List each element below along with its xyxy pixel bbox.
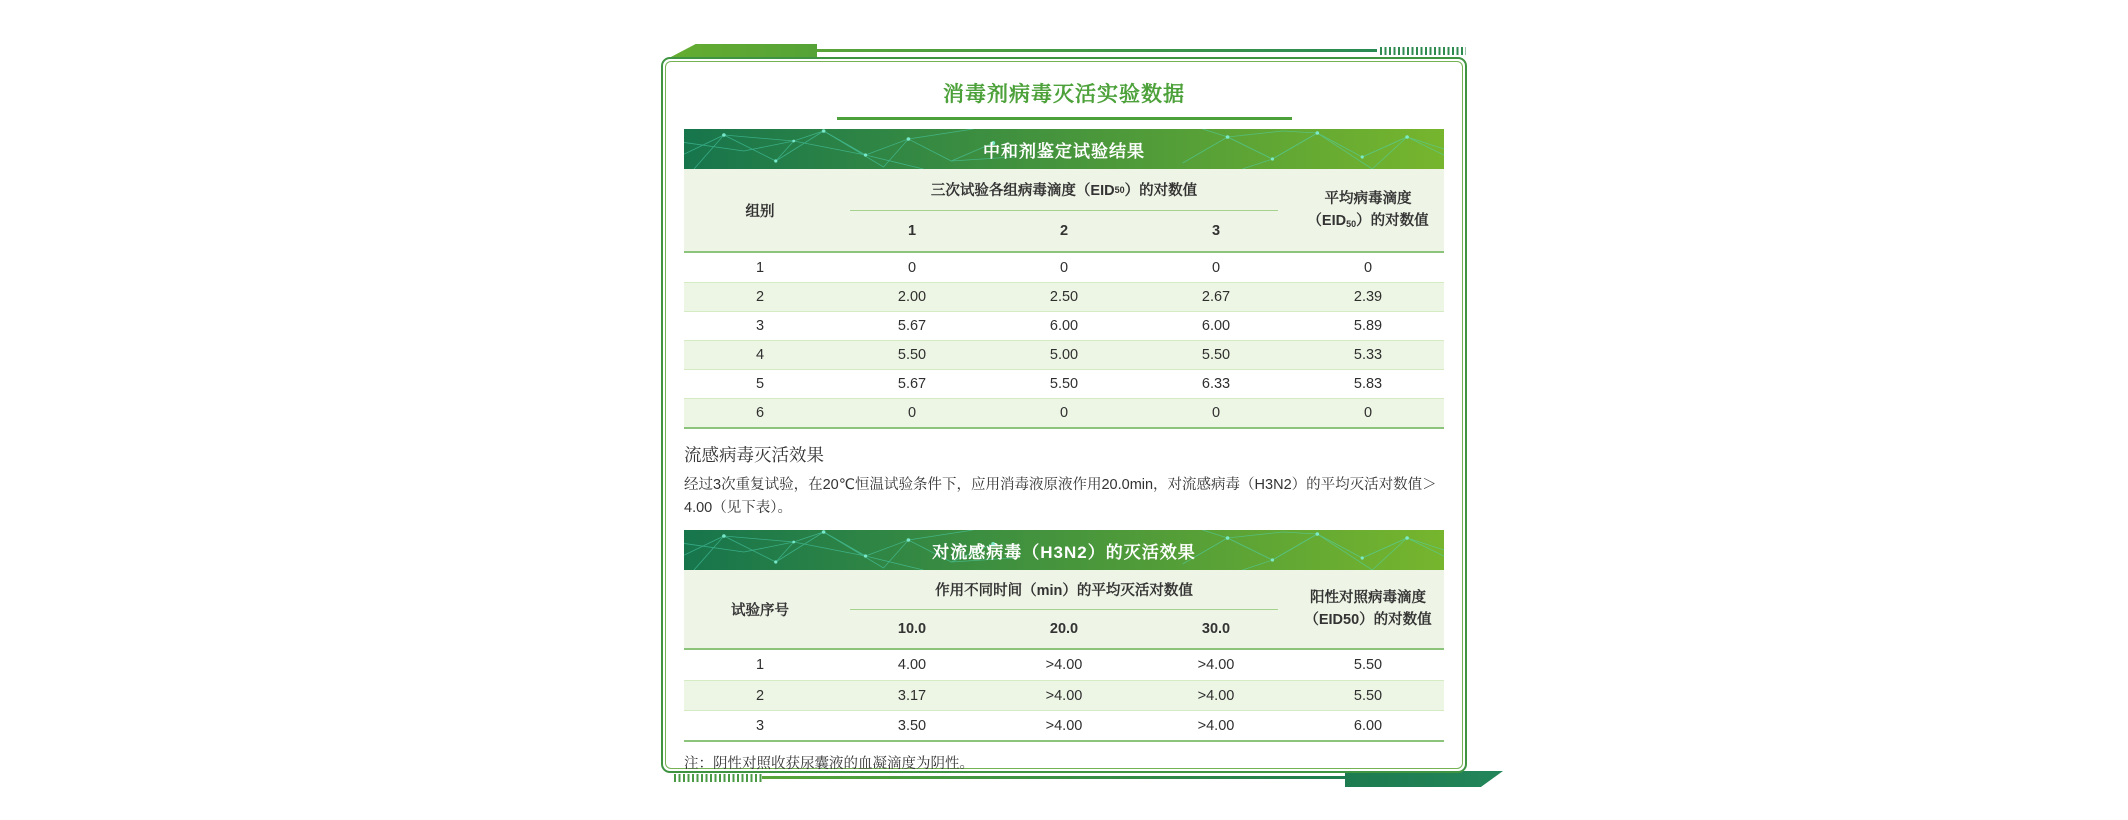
table1-banner-title: 中和剂鉴定试验结果 [983,141,1145,161]
table-cell: 3 [755,717,765,734]
table2-banner [684,530,1444,570]
table-row [684,340,1444,369]
table-cell: 4.00 [897,657,927,674]
span-header-text: ）的对数值 [1124,183,1198,199]
table-cell: 5.89 [1353,318,1383,334]
table-cell: 0 [1363,259,1373,276]
table-cell: >4.00 [1197,717,1235,734]
table1-subcol-2: 2 [1059,223,1069,239]
top-border-line [817,49,1377,52]
table1-body [684,251,1444,429]
table-cell: 0 [1059,405,1069,421]
table2-header [684,570,1444,648]
table-cell: 5.50 [1201,347,1231,363]
table-cell: >4.00 [1197,657,1235,674]
table-cell: 3.50 [897,717,927,734]
table1-subcol-1: 1 [907,223,917,239]
table2-banner-title: 对流感病毒（H3N2）的灭活效果 [932,542,1196,562]
avg-header-text: （EID [1307,213,1347,229]
footnote: 注：阴性对照收获尿囊液的血凝滴度为阴性。 [684,756,974,773]
table2-subcol-30: 30.0 [1201,621,1231,638]
bottom-border-line [762,776,1347,779]
table1-span-header: 三次试验各组病毒滴度（EID 50 ）的对数值 [850,169,1278,211]
bottom-left-barcode-decoration [674,774,762,782]
table1-header-span-area [836,169,1292,251]
table-cell: >4.00 [1045,687,1083,704]
span-header-text: 三次试验各组病毒滴度（EID [930,183,1115,199]
table-cell: 3 [755,318,765,334]
table-cell: 0 [1211,405,1221,421]
table2-subcol-10: 10.0 [897,621,927,638]
table2-header-span-area [836,570,1292,648]
table-cell: 2.00 [897,289,927,305]
table1-subcolumns [836,211,1292,251]
table-cell: 5 [755,376,765,392]
table-cell: 2 [755,687,765,704]
title-underline [837,117,1292,120]
table-row [684,253,1444,282]
table-cell: 0 [907,405,917,421]
table-cell: 5.00 [1049,347,1079,363]
table-cell: 6.00 [1049,318,1079,334]
table-cell: 1 [755,657,765,674]
table-row [684,710,1444,740]
table-row [684,311,1444,340]
table-cell: 5.83 [1353,376,1383,392]
avg-header-text: ）的对数值 [1356,213,1429,229]
table-cell: 6.00 [1201,318,1231,334]
report-card [661,57,1467,773]
table-cell: 2 [755,289,765,305]
table1-header [684,169,1444,251]
table-cell: 5.50 [1049,376,1079,392]
table2-header-avg-col [1292,570,1444,648]
table-cell: 5.50 [897,347,927,363]
table-cell: 3.17 [897,687,927,704]
table-cell: 5.50 [1353,687,1383,704]
section-paragraph: 经过3次重复试验，在20℃恒温试验条件下，应用消毒液原液作用20.0min，对流感病毒（H3N2）的平均灭活对数值＞4.00（见下表）。 [684,477,1437,517]
table-cell: 0 [1363,405,1373,421]
table-cell: 0 [907,259,917,276]
table-cell: 4 [755,347,765,363]
table1-header-avg-col [1292,169,1444,251]
table-cell: 0 [1059,259,1069,276]
bottom-right-accent-shape [1345,771,1503,787]
table-row [684,282,1444,311]
avg-header-line1: 阳性对照病毒滴度 [1310,589,1426,606]
table-cell: >4.00 [1045,657,1083,674]
section-heading: 流感病毒灭活效果 [684,445,824,465]
table-cell: >4.00 [1197,687,1235,704]
table-cell: 5.67 [897,318,927,334]
table1-header-group-col: 组别 [745,203,775,220]
table2-body [684,648,1444,742]
table-cell: 6.00 [1353,717,1383,734]
table2-subcolumns [836,610,1292,648]
table-row [684,398,1444,427]
table-cell: 5.50 [1353,657,1383,674]
table-cell: 0 [1211,259,1221,276]
table-cell: 5.67 [897,376,927,392]
table-cell: 1 [755,259,765,276]
avg-header-line2: （EID50）的对数值 [1304,612,1432,629]
table-cell: 5.33 [1353,347,1383,363]
avg-header-subscript: 50 [1346,219,1357,229]
table-cell: 2.39 [1353,289,1383,305]
table-row [684,680,1444,710]
table2-subcol-20: 20.0 [1049,621,1079,638]
table-cell: 6.33 [1201,376,1231,392]
table-row [684,650,1444,680]
table2-header-group-col: 试验序号 [731,602,789,619]
table1-banner [684,129,1444,169]
page-title: 消毒剂病毒灭活实验数据 [943,83,1185,106]
table2-span-header: 作用不同时间（min）的平均灭活对数值 [850,570,1278,610]
table-cell: 6 [755,405,765,421]
avg-header-line2 [1307,210,1428,232]
top-left-accent-shape [669,44,817,58]
table1-subcol-3: 3 [1211,223,1221,239]
report-content [684,59,1444,773]
avg-header-line1: 平均病毒滴度 [1324,190,1412,207]
table-cell: >4.00 [1045,717,1083,734]
table-cell: 2.67 [1201,289,1231,305]
table-cell: 2.50 [1049,289,1079,305]
top-right-barcode-decoration [1380,47,1466,55]
table-row [684,369,1444,398]
